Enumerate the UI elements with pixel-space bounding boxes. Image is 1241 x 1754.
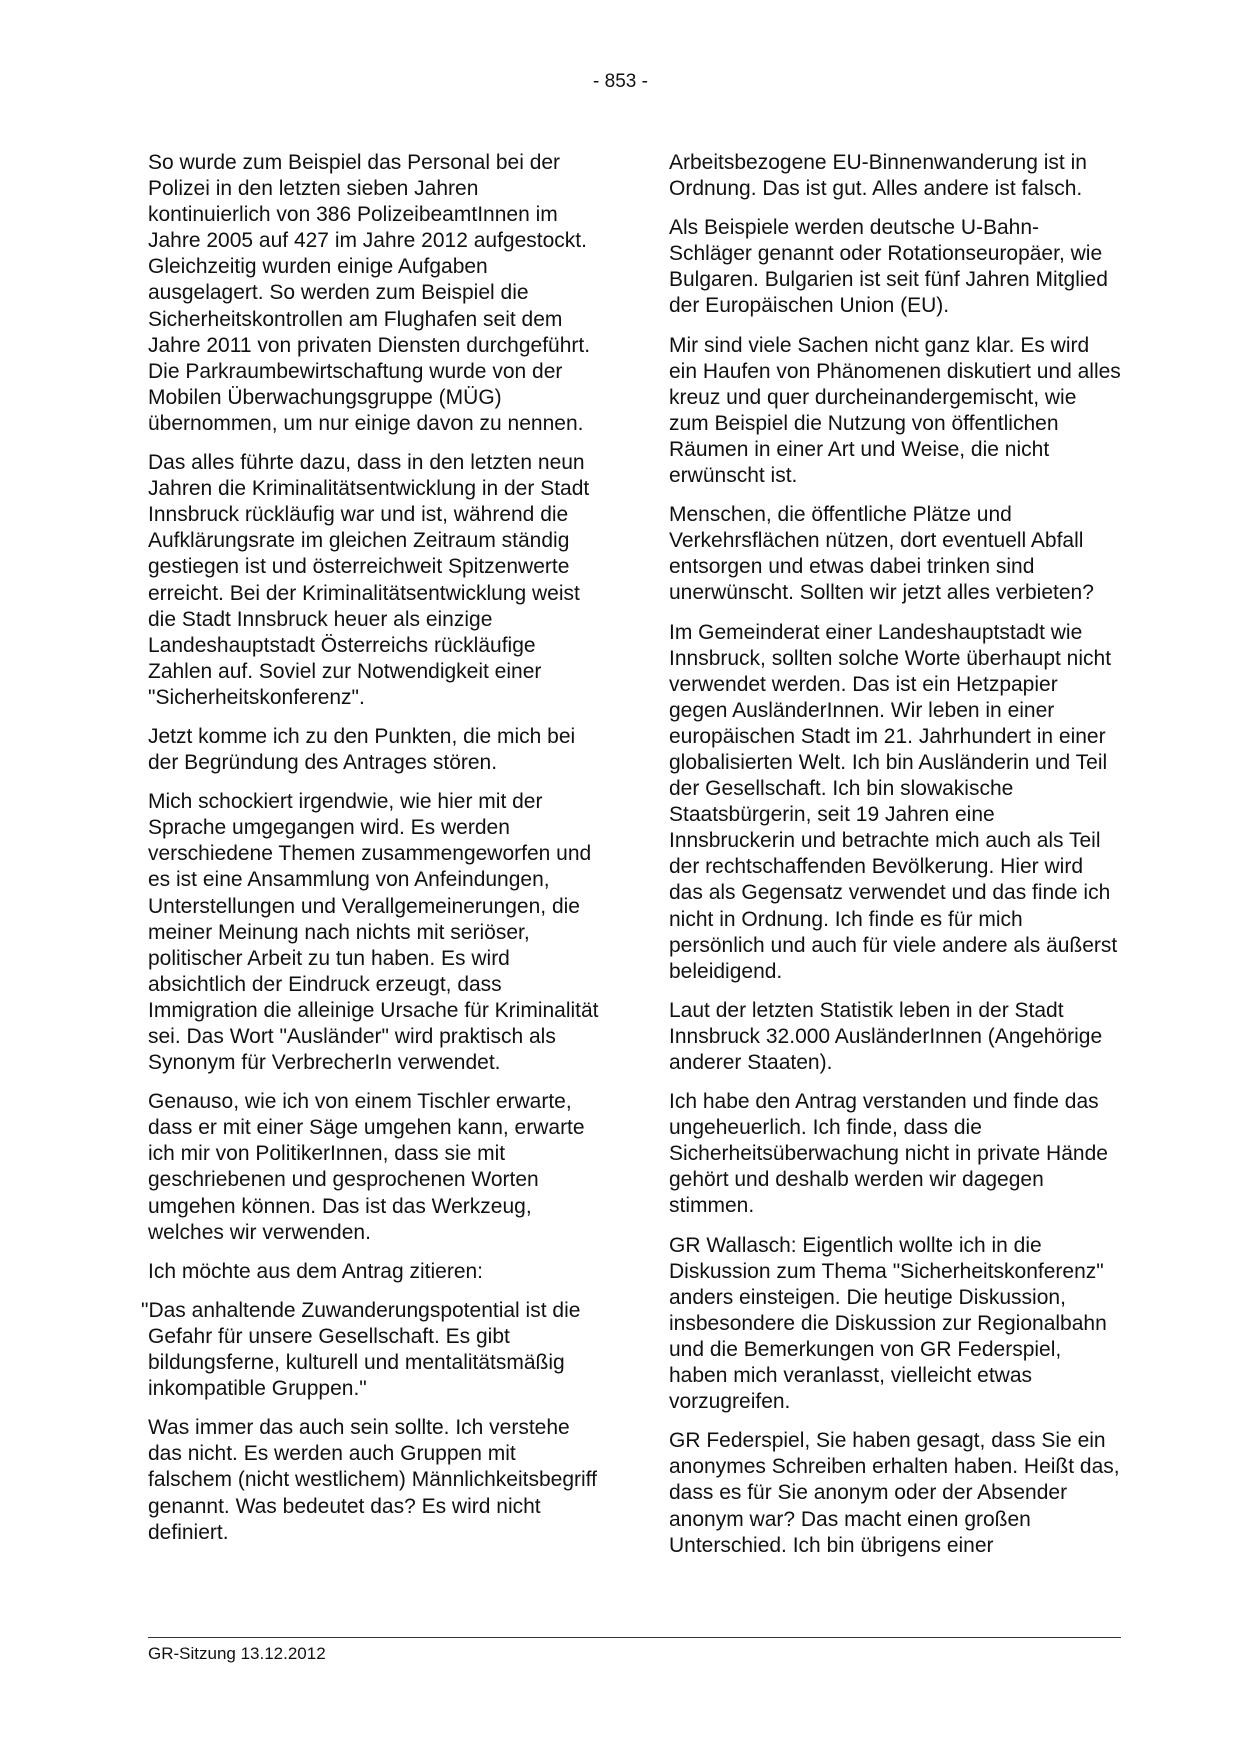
paragraph: Genauso, wie ich von einem Tischler erwarte, dass er mit einer Säge umgehen kann, erwarte ich mir von PolitikerInnen, dass sie mit geschriebenen und gesprochenen Worten umgehen können. Das ist das Werkzeug, welches wir verwenden. (148, 1090, 585, 1244)
paragraph: Laut der letzten Statistik leben in der Stadt Innsbruck 32.000 AusländerInnen (Angehörige anderer Staaten). (669, 998, 1103, 1074)
paragraph: Arbeitsbezogene EU-Binnenwanderung ist in Ordnung. Das ist gut. Alles andere ist falsch. (669, 151, 1087, 201)
paragraph: Als Beispiele werden deutsche U-Bahn-Schläger genannt oder Rotationseuropäer, wie Bulgaren. Bulgarien ist seit fünf Jahren Mitglied der Europäischen Union (EU). (669, 216, 1108, 318)
paragraph: So wurde zum Beispiel das Personal bei der Polizei in den letzten sieben Jahren kontinuierlich von 386 PolizeibeamtInnen im Jahre 2005 auf 427 im Jahre 2012 aufgestockt. Gleichzeitig wurden einige Aufgaben ausgelagert. So werden zum Beispiel die Sicherheitskontrollen am Flughafen seit dem Jahre 2011 von privaten Diensten durchgeführt. Die Parkraumbewirtschaftung wurde von der Mobilen Überwachungsgruppe (MÜG) übernommen, um nur einige davon zu nennen. (148, 151, 591, 435)
paragraph: Ich möchte aus dem Antrag zitieren: (148, 1259, 484, 1283)
paragraph: Menschen, die öffentliche Plätze und Verkehrsflächen nützen, dort eventuell Abfall entsorgen und etwas dabei trinken sind unerwünscht. Sollten wir jetzt alles verbieten? (669, 503, 1094, 605)
paragraph: Im Gemeinderat einer Landeshauptstadt wie Innsbruck, sollten solche Worte überhaupt nicht verwendet werden. Das ist ein Hetzpapier gegen AusländerInnen. Wir leben in einer europäischen Stadt im 21. Jahrhundert in einer globalisierten Welt. Ich bin Ausländerin und Teil der Gesellschaft. Ich bin slowakische Staatsbürgerin, seit 19 Jahren eine Innsbruckerin und betrachte mich auch als Teil der rechtschaffenden Bevölkerung. Hier wird das als Gegensatz verwendet und das finde ich nicht in Ordnung. Ich finde es für mich persönlich und auch für viele andere als äußerst beleidigend. (669, 620, 1118, 983)
footer-divider (148, 1637, 1121, 1638)
paragraph: Was immer das auch sein sollte. Ich verstehe das nicht. Es werden auch Gruppen mit falschem (nicht westlichem) Männlichkeitsbegriff genannt. Was bedeutet das? Es wird nicht definiert. (148, 1416, 597, 1544)
paragraph: GR Federspiel, Sie haben gesagt, dass Sie ein anonymes Schreiben erhalten haben. Heißt das, dass es für Sie anonym oder der Absender anonym war? Das macht einen großen Unterschied. Ich bin übrigens einer (669, 1429, 1120, 1557)
paragraph: Mich schockiert irgendwie, wie hier mit der Sprache umgegangen wird. Es werden verschiedene Themen zusammengeworfen und es ist eine Ansammlung von Anfeindungen, Unterstellungen und Verallgemeinerungen, die meiner Meinung nach nichts mit seriöser, politischer Arbeit zu tun haben. Es wird absichtlich der Eindruck erzeugt, dass Immigration die alleinige Ursache für Kriminalität sei. Das Wort "Ausländer" wird praktisch als Synonym für VerbrecherIn verwendet. (148, 790, 599, 1075)
paragraph: GR Wallasch: Eigentlich wollte ich in die Diskussion zum Thema "Sicherheitskonferenz" anders einsteigen. Die heutige Diskussion, insbesondere die Diskussion zur Regionalbahn und die Bemerkungen von GR Federspiel, haben mich veranlasst, vielleicht etwas vorzugreifen. (669, 1233, 1107, 1414)
right-column (669, 150, 1121, 1572)
page-number: - 853 - (593, 71, 648, 92)
quotation: "Das anhaltende Zuwanderungspotential ist die Gefahr für unsere Gesellschaft. Es gibt bildungsferne, kulturell und mentalitätsmäßig inkompatible Gruppen." (141, 1298, 581, 1401)
paragraph: Das alles führte dazu, dass in den letzten neun Jahren die Kriminalitätsentwicklung in der Stadt Innsbruck rückläufig war und ist, während die Aufklärungsrate im gleichen Zeitraum ständig gestiegen ist und österreichweit Spitzenwerte erreicht. Bei der Kriminalitätsentwicklung weist die Stadt Innsbruck heuer als einzige Landeshauptstadt Österreichs rückläufige Zahlen auf. Soviel zur Notwendigkeit einer "Sicherheitskonferenz". (148, 451, 590, 709)
paragraph: Jetzt komme ich zu den Punkten, die mich bei der Begründung des Antrages stören. (148, 724, 576, 775)
footer-session-date: GR-Sitzung 13.12.2012 (148, 1644, 326, 1663)
paragraph: Ich habe den Antrag verstanden und finde das ungeheuerlich. Ich finde, dass die Sicherheitsüberwachung nicht in private Hände gehört und deshalb werden wir dagegen stimmen. (669, 1090, 1108, 1218)
paragraph: Mir sind viele Sachen nicht ganz klar. Es wird ein Haufen von Phänomenen diskutiert und alles kreuz und quer durcheinandergemischt, wie zum Beispiel die Nutzung von öffentlichen Räumen in einer Art und Weise, die nicht erwünscht ist. (669, 333, 1121, 488)
left-column (141, 150, 603, 1559)
